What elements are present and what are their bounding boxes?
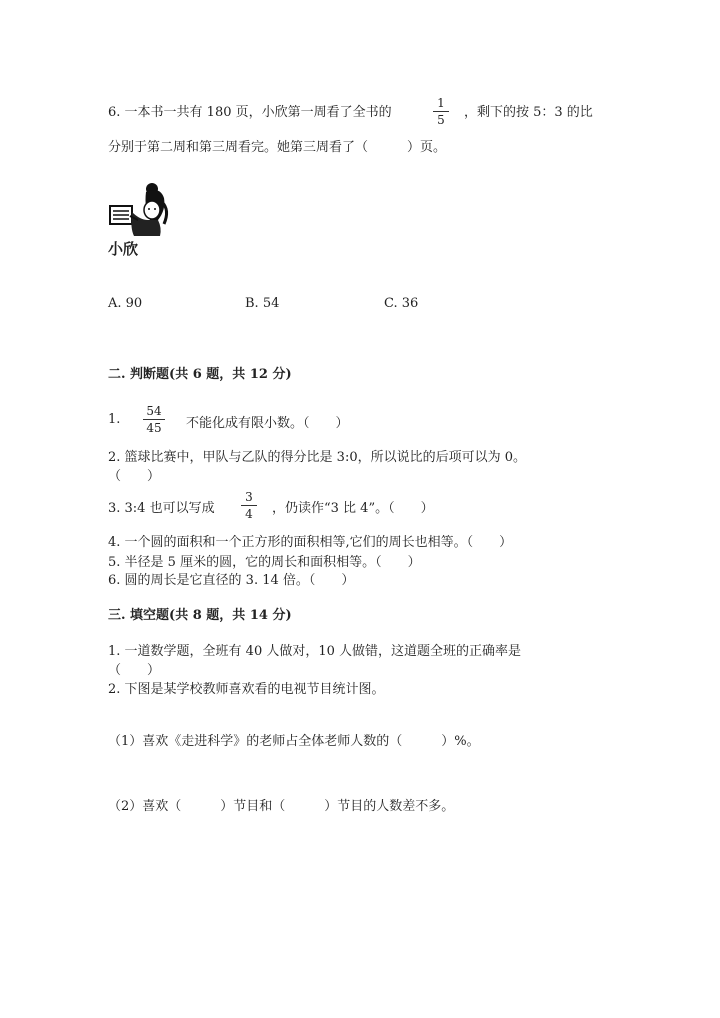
s2-q3-denominator: 4	[245, 507, 253, 521]
s2-q3-text: ，仍读作“3 比 4”。（ ）	[272, 501, 434, 516]
option-c: C. 36	[384, 296, 419, 311]
q6-fraction-numerator: 1	[437, 96, 445, 110]
section2-title: 二. 判断题(共 6 题，共 12 分)	[108, 367, 292, 382]
fraction-bar	[143, 419, 165, 420]
s2-q2-line1: 2. 篮球比赛中，甲队与乙队的得分比是 3:0，所以说比的后项可以为 0。	[108, 450, 526, 465]
fraction-bar	[241, 505, 257, 506]
s2-q2-line2: （ ）	[108, 469, 161, 484]
s2-q5: 5. 半径是 5 厘米的圆，它的周长和面积相等。（ ）	[108, 555, 421, 570]
figure-label: 小欣	[108, 240, 139, 258]
s3-q2: 2. 下图是某学校教师喜欢看的电视节目统计图。	[108, 682, 385, 697]
s2-q3-prefix: 3. 3:4 也可以写成	[108, 501, 215, 516]
q6-text-part1: 6. 一本书一共有 180 页，小欣第一周看了全书的	[108, 105, 392, 120]
s3-q2-sub1: （1）喜欢《走进科学》的老师占全体老师人数的（ ）%。	[108, 734, 480, 749]
s2-q3-fraction	[241, 490, 257, 521]
s3-q2-sub2: （2）喜欢（ ）节目和（ ）节目的人数差不多。	[108, 799, 455, 814]
s2-q4: 4. 一个圆的面积和一个正方形的面积相等,它们的周长也相等。（ ）	[108, 535, 513, 550]
q6-fraction-denominator: 5	[437, 113, 445, 127]
xiaoxin-figure	[104, 180, 174, 262]
s2-q1-numerator: 54	[146, 404, 162, 418]
s2-q3-numerator: 3	[245, 490, 253, 504]
s3-q1-line1: 1. 一道数学题，全班有 40 人做对，10 人做错，这道题全班的正确率是	[108, 644, 522, 659]
s3-q1-line2: （ ）	[108, 663, 161, 678]
girl-reading-icon	[104, 180, 174, 240]
q6-fraction	[433, 96, 449, 127]
s2-q1-fraction	[143, 404, 165, 435]
q6-text-part2: ，剩下的按 5：3 的比	[464, 105, 593, 120]
s2-q1-denominator: 45	[146, 421, 162, 435]
section3-title: 三. 填空题(共 8 题，共 14 分)	[108, 608, 292, 623]
option-b: B. 54	[245, 296, 280, 311]
option-a: A. 90	[108, 296, 143, 311]
s2-q1-prefix: 1.	[108, 412, 121, 427]
s2-q1-text: 不能化成有限小数。（ ）	[186, 416, 349, 431]
s2-q6: 6. 圆的周长是它直径的 3. 14 倍。（ ）	[108, 573, 355, 588]
q6-text-line2: 分别于第二周和第三周看完。她第三周看了（ ）页。	[108, 140, 447, 155]
fraction-bar	[433, 111, 449, 112]
